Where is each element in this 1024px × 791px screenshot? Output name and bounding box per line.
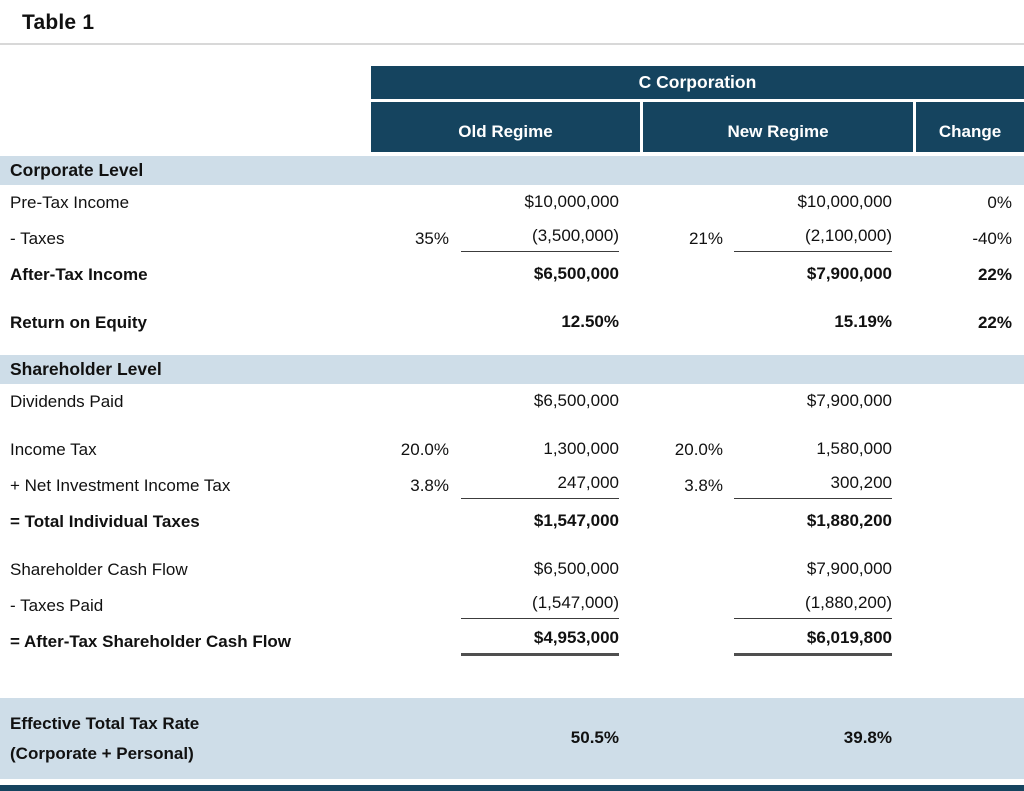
- old-regime-effective-rate-number: 50.5%: [570, 727, 619, 747]
- change-value: 22%: [977, 265, 1012, 284]
- row-label: - Taxes Paid: [10, 596, 104, 615]
- new-regime-value-number: (2,100,000): [734, 226, 892, 252]
- old-regime-value: [455, 559, 640, 581]
- table-body: [0, 156, 1024, 779]
- table-row: [0, 384, 1024, 420]
- old-regime-value-number: $10,000,000: [524, 192, 619, 211]
- footer-label-line: Effective Total Tax Rate: [10, 713, 200, 733]
- table-row: [0, 257, 1024, 293]
- column-group-header: C Corporation: [371, 66, 1024, 99]
- table-row: [0, 624, 1024, 660]
- old-regime-value: [455, 473, 640, 499]
- row-label: = Total Individual Taxes: [10, 512, 200, 531]
- new-regime-value: [730, 439, 913, 461]
- old-regime-value-number: 1,300,000: [543, 439, 619, 458]
- new-regime-effective-rate-number: 39.8%: [843, 727, 892, 747]
- new-regime-value-number: $10,000,000: [797, 192, 892, 211]
- old-regime-value-number: 12.50%: [561, 312, 619, 331]
- row-label: Shareholder Cash Flow: [10, 560, 188, 579]
- new-regime-rate: 21%: [688, 229, 723, 248]
- new-regime-value-number: $7,900,000: [806, 264, 892, 283]
- old-regime-effective-rate: [455, 728, 640, 750]
- column-header-old-regime: Old Regime: [371, 102, 640, 152]
- new-regime-value: [730, 226, 913, 252]
- table-header: [0, 66, 1024, 152]
- old-regime-value-number: (1,547,000): [461, 593, 619, 619]
- row-spacer: [0, 420, 1024, 432]
- old-regime-value: [455, 439, 640, 461]
- row-spacer: [0, 341, 1024, 355]
- new-regime-value-number: $7,900,000: [806, 559, 892, 578]
- row-label: After-Tax Income: [10, 265, 148, 284]
- old-regime-rate: 35%: [414, 229, 449, 248]
- change-value: 0%: [987, 193, 1012, 212]
- new-regime-value: [730, 192, 913, 214]
- row-label: + Net Investment Income Tax: [10, 476, 231, 495]
- new-regime-rate: 3.8%: [684, 476, 723, 495]
- bottom-edge-bar: [0, 785, 1024, 791]
- old-regime-value-number: $6,500,000: [533, 559, 619, 578]
- column-headers-row: [371, 102, 1024, 152]
- old-regime-value: [455, 628, 640, 656]
- new-regime-value-number: (1,880,200): [734, 593, 892, 619]
- new-regime-effective-rate: [730, 728, 913, 750]
- title-divider-rule: [0, 43, 1024, 45]
- row-label: - Taxes: [10, 229, 65, 248]
- old-regime-rate: 20.0%: [400, 440, 449, 459]
- change-value: 22%: [977, 313, 1012, 332]
- new-regime-value: [730, 559, 913, 581]
- old-regime-rate: 3.8%: [410, 476, 449, 495]
- new-regime-value-number: $6,019,800: [734, 628, 892, 656]
- table-row: [0, 221, 1024, 257]
- new-regime-value-number: $7,900,000: [806, 391, 892, 410]
- footer-row-label: [0, 709, 371, 769]
- old-regime-value: [455, 264, 640, 286]
- new-regime-value: [730, 312, 913, 334]
- old-regime-value-number: $1,547,000: [533, 511, 619, 530]
- new-regime-value: [730, 511, 913, 533]
- section-band: [0, 156, 1024, 185]
- old-regime-value: [455, 593, 640, 619]
- new-regime-value: [730, 391, 913, 413]
- section-label: Shareholder Level: [10, 359, 162, 379]
- row-spacer: [0, 660, 1024, 698]
- old-regime-value: [455, 511, 640, 533]
- table-row: [0, 504, 1024, 540]
- footer-label-line: (Corporate + Personal): [10, 743, 194, 763]
- old-regime-value-number: $6,500,000: [533, 264, 619, 283]
- section-label: Corporate Level: [10, 160, 144, 180]
- table-row: [0, 305, 1024, 341]
- section-band: [0, 355, 1024, 384]
- column-header-change: Change: [916, 102, 1024, 152]
- new-regime-value-number: $1,880,200: [806, 511, 892, 530]
- change-value: -40%: [972, 229, 1012, 248]
- old-regime-value-number: (3,500,000): [461, 226, 619, 252]
- table-row: [0, 588, 1024, 624]
- table-row: [0, 185, 1024, 221]
- effective-tax-rate-row: [0, 698, 1024, 779]
- table-row: [0, 468, 1024, 504]
- old-regime-value-number: $6,500,000: [533, 391, 619, 410]
- row-spacer: [0, 540, 1024, 552]
- row-label: Income Tax: [10, 440, 97, 459]
- new-regime-value: [730, 628, 913, 656]
- old-regime-value-number: $4,953,000: [461, 628, 619, 656]
- table-row: [0, 432, 1024, 468]
- table-title: Table 1: [22, 11, 95, 34]
- row-label: = After-Tax Shareholder Cash Flow: [10, 632, 292, 651]
- old-regime-value: [455, 391, 640, 413]
- table-row: [0, 552, 1024, 588]
- row-label: Pre-Tax Income: [10, 193, 130, 212]
- old-regime-value: [455, 192, 640, 214]
- old-regime-value-number: 247,000: [461, 473, 619, 499]
- new-regime-value-number: 300,200: [734, 473, 892, 499]
- new-regime-value-number: 15.19%: [834, 312, 892, 331]
- old-regime-value: [455, 226, 640, 252]
- row-label: Dividends Paid: [10, 392, 124, 411]
- row-label: Return on Equity: [10, 313, 147, 332]
- new-regime-rate: 20.0%: [674, 440, 723, 459]
- old-regime-value: [455, 312, 640, 334]
- new-regime-value: [730, 593, 913, 619]
- column-header-new-regime: New Regime: [643, 102, 913, 152]
- row-spacer: [0, 293, 1024, 305]
- new-regime-value: [730, 473, 913, 499]
- new-regime-value: [730, 264, 913, 286]
- new-regime-value-number: 1,580,000: [816, 439, 892, 458]
